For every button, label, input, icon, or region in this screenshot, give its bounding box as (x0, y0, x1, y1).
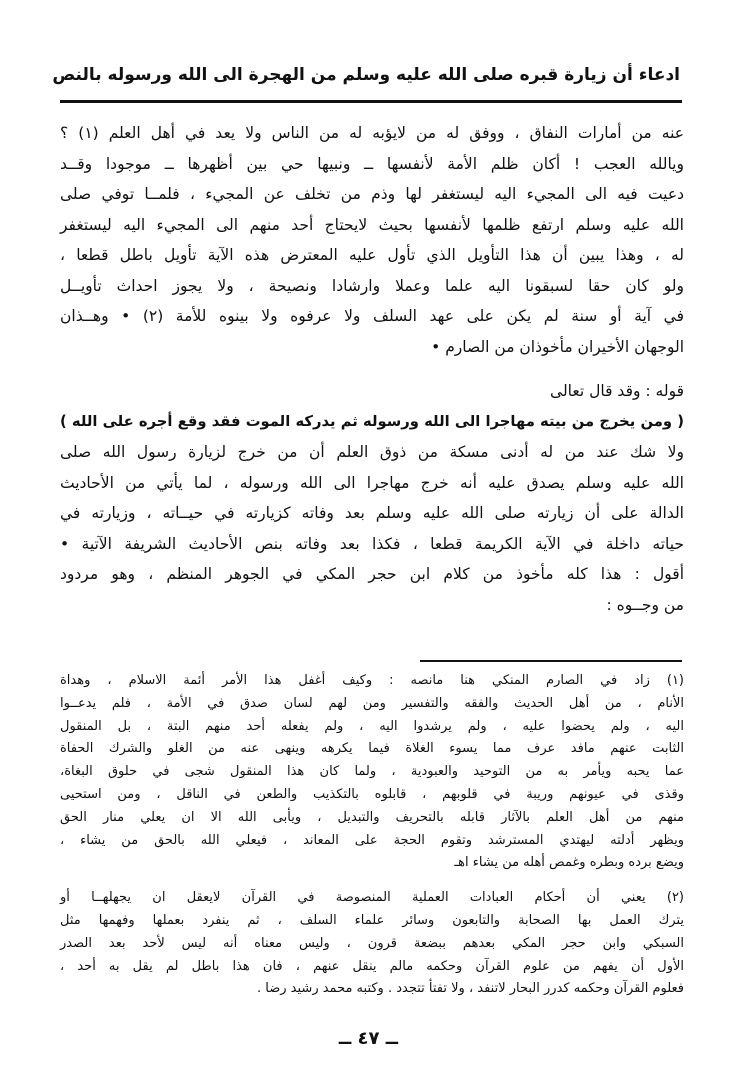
footnote-2-line: الأول أن يفهم من علوم القرآن وحكمه مالم ينقل عنهم ، فان هذا باطل لم يقل به أحد ، (60, 958, 684, 974)
footnotes (60, 670, 684, 1001)
text-line: ولا شك عند من له أدنى مسكة من ذوق العلم أن من خرج لزيارة رسول الله صلى (60, 443, 684, 461)
footnote-1-line: منهم من أهل العلم بالآثار قابله بالتحريف والتبديل ، ويأبى الله الا ان يعلي منار الحق (60, 809, 684, 825)
footnote-2-line: يترك العمل بها الصحابة والتابعون وسائر علماء السلف ، ثم ينفرد بعملها وفهمها مثل (60, 912, 684, 928)
footnote-2-line: فعلوم القرآن وحكمه كدرر البحار لاتنفد ، ولا تفتأ تتجدد . وكتبه محمد رشيد رضا . (257, 981, 684, 997)
quote-intro: قوله : وقد قال تعالى (550, 382, 684, 400)
text-line: الدالة على أن زيارته صلى الله عليه وسلم بعد وفاته كزيارته في حيــاته ، وزيارته في (60, 504, 684, 522)
footnote-gap (60, 875, 684, 887)
footnote-1-line: اليه ، ولم يحضوا عليه ، ولم يرشدوا اليه ، ولم يفعله أحد منهم البتة ، بل المنقول (60, 718, 684, 734)
main-text (60, 118, 684, 620)
footnote-2-line: (٢) يعني أن أحكام العبادات العملية المنصوصة في القرآن لايعقل ان يجهلهــا أو (60, 890, 684, 906)
text-line: الله عليه وسلم يصدق عليه أنه خرج مهاجرا الى الله ورسوله ، لما يأتي من الأحاديث (60, 473, 684, 492)
text-line: دعيت فيه الى المجيء اليه ليستغفر لها وذم من تخلف عن المجيء ، فلمــا توفي صلى (60, 185, 684, 203)
page-number: ــ ٤٧ ــ (338, 1028, 399, 1049)
footnote-rule (420, 660, 682, 662)
text-line: له ، وهذا يبين أن هذا التأويل الذي تأول عليه المعترض هذه الآية تأويل باطل قطعا ، (60, 246, 684, 264)
footnote-1-line: (١) زاد في الصارم المنكي هنا مانصه : وكيف أغفل هذا الأمر أئمة الاسلام ، وهداة (60, 673, 684, 688)
quranic-verse: ( ومن يخرج من بيته مهاجرا الى الله ورسوله ثم يدركه الموت فقد وقع أجره على الله ) (60, 412, 684, 430)
text-line: عنه من أمارات النفاق ، ووفق له من لايؤبه له من الناس ولا يعد في أهل العلم (١) ؟ (60, 124, 685, 142)
text-line: حياته داخلة في الآية الكريمة قطعا ، فكذا بعد وفاته بنص الأحاديث الشريفة الآتية • (60, 534, 684, 553)
header-rule (60, 100, 682, 103)
text-line: في آية أو سنة لم يكن على عهد السلف ولا عرفوه ولا بينوه للأمة (٢) • وهــذان (60, 307, 684, 325)
text-line: من وجــوه : (606, 595, 684, 614)
paragraph-gap (60, 362, 684, 376)
footnote-1-line: ويظهر أدلته ليهتدي المسترشد وتقوم الحجة على المعاند ، فيعلي الله بالحق من يشاء ، (60, 832, 684, 848)
running-header: ادعاء أن زيارة قبره صلى الله عليه وسلم من الهجرة الى الله ورسوله بالنص (52, 65, 680, 85)
footnote-1-line: الأنام ، من أهل الحديث والفقه والتفسير ومن لهم لسان صدق في الأمة ، فلم يدعــوا (60, 695, 684, 711)
text-line: الله عليه وسلم ارتفع ظلمها لأنفسها بحيث لايحتاج أحد منهم الى المجيء اليه ليستغفر (60, 215, 684, 234)
footnote-1-line: ويضع برده وبطره وغمص أهله من يشاء اهـ (454, 855, 684, 871)
text-line: ولو كان حقا لسبقونا اليه علما وعملا وارشادا ونصيحة ، ولا يجوز احداث تأويــل (60, 276, 684, 295)
footnote-1-line: الثابت عنهم مافد عرف مما يسوء الغلاة فيما يكرهه وينهى عنه من الغلو والشرك الحفاة (60, 741, 684, 757)
text-line: الوجهان الأخيران مأخوذان من الصارم • (431, 337, 684, 356)
text-line: أقول : هذا كله مأخوذ من كلام ابن حجر المكي في الجوهر المنظم ، وهو مردود (60, 565, 684, 583)
footnote-2-line: السبكي وابن حجر المكي بعدهم ببضعة قرون ، وليس معناه أنه ليس لأحد بعد الصدر (60, 935, 684, 951)
footnote-1-line: عما يحبه ويأمر به من التوحيد والعبودية ، ولما كان هذا المنقول شجى في حلوق البغاة، (60, 764, 684, 780)
footnote-1-line: وقذى في عيونهم وريبة في قلوبهم ، قابلوه بالتكذيب والطعن في الناقل ، ومن استحيى (60, 786, 684, 802)
text-line: ويالله العجب ! أكان ظلم الأمة لأنفسها ــ ونبيها حي بين أظهرها ــ موجودا وقــد (60, 154, 684, 173)
